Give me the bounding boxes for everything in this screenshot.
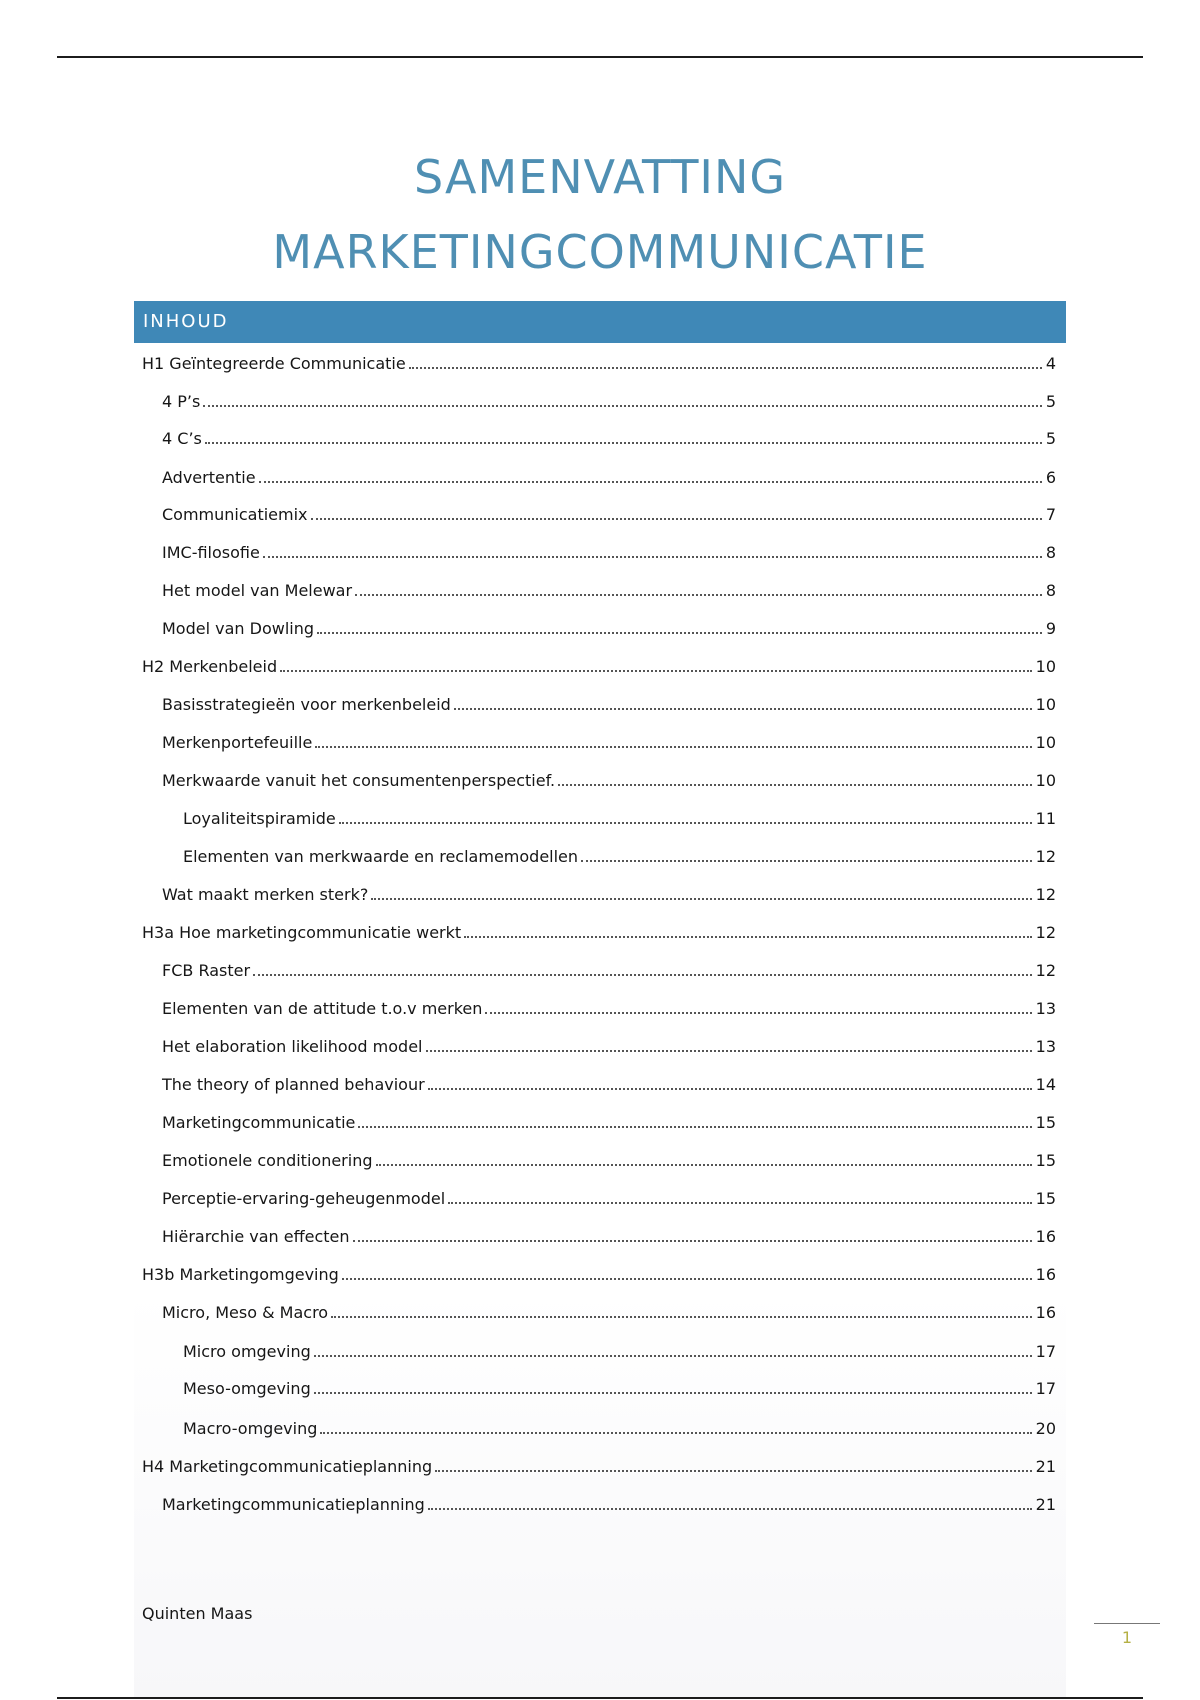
toc-entry-title: H4 Marketingcommunicatieplanning: [142, 1457, 433, 1476]
toc-entry-page: 16: [1035, 1303, 1056, 1322]
toc-entry-title: Merkwaarde vanuit het consumentenperspectief.: [162, 771, 556, 790]
toc-entry-page: 4: [1045, 354, 1056, 373]
document-title-line-2: MARKETINGCOMMUNICATIE: [272, 225, 928, 279]
toc-entry-title: The theory of planned behaviour: [162, 1075, 425, 1094]
toc-heading: INHOUD: [134, 301, 1066, 343]
toc-entry[interactable]: [162, 1035, 1056, 1059]
toc-entry[interactable]: [162, 1493, 1056, 1517]
toc-entry-title: Het elaboration likelihood model: [162, 1037, 423, 1056]
toc-entry-title: Marketingcommunicatie: [162, 1113, 356, 1132]
footer-author: Quinten Maas: [142, 1604, 253, 1623]
toc-entry-page: 16: [1035, 1227, 1056, 1246]
toc-entry-page: 15: [1035, 1189, 1056, 1208]
toc-entry-page: 15: [1035, 1113, 1056, 1132]
toc-entry-title: Wat maakt merken sterk?: [162, 885, 369, 904]
toc-entry-page: 10: [1035, 695, 1056, 714]
toc-dot-leader: [263, 556, 1042, 558]
toc-entry[interactable]: [162, 617, 1056, 641]
toc-entry-page: 6: [1045, 468, 1056, 487]
toc-entry-page: 16: [1035, 1265, 1056, 1284]
toc-entry[interactable]: [162, 1301, 1056, 1325]
page-number-rule: [1094, 1623, 1160, 1624]
toc-dot-leader: [280, 670, 1032, 672]
toc-entry[interactable]: [162, 579, 1056, 603]
toc-entry[interactable]: [162, 503, 1056, 527]
toc-entry-title: Hiërarchie van effecten: [162, 1227, 350, 1246]
toc-entry-page: 12: [1035, 961, 1056, 980]
toc-dot-leader: [311, 518, 1042, 520]
toc-dot-leader: [320, 1432, 1031, 1434]
toc-entry-title: Basisstrategieën voor merkenbeleid: [162, 695, 451, 714]
toc-entry[interactable]: [162, 1073, 1056, 1097]
document-title-line-1: SAMENVATTING: [413, 150, 787, 204]
toc-dot-leader: [454, 708, 1032, 710]
toc-entry[interactable]: [162, 1149, 1056, 1173]
toc-dot-leader: [358, 1126, 1031, 1128]
toc-dot-leader: [376, 1164, 1032, 1166]
toc-entry-page: 17: [1035, 1342, 1056, 1361]
toc-entry-title: H3b Marketingomgeving: [142, 1265, 339, 1284]
toc-entry[interactable]: [183, 1417, 1056, 1441]
toc-dot-leader: [485, 1012, 1031, 1014]
toc-entry-title: Micro omgeving: [183, 1342, 311, 1361]
toc-entry[interactable]: [183, 1377, 1056, 1401]
toc-entry-title: Loyaliteitspiramide: [183, 809, 336, 828]
toc-entry-title: Het model van Melewar: [162, 581, 353, 600]
toc-entry[interactable]: [162, 997, 1056, 1021]
toc-dot-leader: [371, 898, 1031, 900]
toc-dot-leader: [353, 1240, 1032, 1242]
toc-entry-page: 20: [1035, 1419, 1056, 1438]
toc-dot-leader: [464, 936, 1031, 938]
toc-entry[interactable]: [162, 883, 1056, 907]
toc-dot-leader: [448, 1202, 1031, 1204]
toc-entry[interactable]: [162, 466, 1056, 490]
toc-entry-title: Perceptie-ervaring-geheugenmodel: [162, 1189, 446, 1208]
toc-entry-title: 4 P’s: [162, 392, 201, 411]
toc-entry-page: 12: [1035, 885, 1056, 904]
toc-dot-leader: [342, 1278, 1032, 1280]
toc-entry-page: 9: [1045, 619, 1056, 638]
toc-entry-page: 7: [1045, 505, 1056, 524]
toc-entry-page: 21: [1035, 1495, 1056, 1514]
toc-entry-page: 21: [1035, 1457, 1056, 1476]
toc-entry[interactable]: [162, 1187, 1056, 1211]
toc-entry-title: Model van Dowling: [162, 619, 315, 638]
toc-entry[interactable]: [162, 1111, 1056, 1135]
toc-entry[interactable]: [162, 959, 1056, 983]
toc-entry[interactable]: [162, 1225, 1056, 1249]
toc-dot-leader: [428, 1508, 1032, 1510]
toc-entry[interactable]: [162, 390, 1056, 414]
toc-entry[interactable]: [162, 769, 1056, 793]
toc-entry[interactable]: [142, 921, 1056, 945]
toc-entry[interactable]: [142, 1455, 1056, 1479]
footer-rule: [57, 1697, 1143, 1699]
toc-entry[interactable]: [142, 1263, 1056, 1287]
toc-entry-page: 5: [1045, 392, 1056, 411]
toc-entry[interactable]: [142, 655, 1056, 679]
toc-dot-leader: [314, 1392, 1032, 1394]
toc-entry-title: 4 C’s: [162, 429, 202, 448]
toc-entry-title: Elementen van de attitude t.o.v merken: [162, 999, 483, 1018]
toc-entry-page: 11: [1035, 809, 1056, 828]
toc-entry-page: 8: [1045, 581, 1056, 600]
toc-dot-leader: [435, 1470, 1032, 1472]
toc-entry-title: IMC-filosofie: [162, 543, 260, 562]
toc-entry-page: 5: [1045, 429, 1056, 448]
toc-entry[interactable]: [183, 845, 1056, 869]
toc-dot-leader: [581, 860, 1032, 862]
toc-entry-title: H2 Merkenbeleid: [142, 657, 278, 676]
toc-dot-leader: [317, 632, 1042, 634]
toc-entry[interactable]: [142, 352, 1056, 376]
toc-entry-page: 12: [1035, 923, 1056, 942]
toc-entry-title: Elementen van merkwaarde en reclamemodellen: [183, 847, 579, 866]
toc-dot-leader: [259, 481, 1042, 483]
toc-entry-page: 10: [1035, 657, 1056, 676]
toc-dot-leader: [314, 1355, 1032, 1357]
toc-entry-page: 17: [1035, 1379, 1056, 1398]
header-rule: [57, 56, 1143, 58]
toc-dot-leader: [409, 367, 1042, 369]
toc-entry-title: Merkenportefeuille: [162, 733, 313, 752]
toc-entry[interactable]: [162, 427, 1056, 451]
toc-entry-title: Communicatiemix: [162, 505, 308, 524]
toc-entry-title: Advertentie: [162, 468, 256, 487]
toc-dot-leader: [426, 1050, 1032, 1052]
toc-entry-page: 8: [1045, 543, 1056, 562]
toc-dot-leader: [253, 974, 1032, 976]
toc-entry-title: Meso-omgeving: [183, 1379, 311, 1398]
toc-dot-leader: [331, 1316, 1032, 1318]
toc-entry-title: Micro, Meso & Macro: [162, 1303, 329, 1322]
toc-entry-page: 14: [1035, 1075, 1056, 1094]
toc-dot-leader: [203, 405, 1041, 407]
toc-entry[interactable]: [162, 693, 1056, 717]
toc-entry-title: Marketingcommunicatieplanning: [162, 1495, 425, 1514]
toc-entry-title: H3a Hoe marketingcommunicatie werkt: [142, 923, 462, 942]
toc-entry-page: 13: [1035, 999, 1056, 1018]
toc-entry[interactable]: [183, 807, 1056, 831]
toc-dot-leader: [558, 784, 1032, 786]
toc-entry-page: 10: [1035, 733, 1056, 752]
toc-dot-leader: [315, 746, 1031, 748]
toc-entry[interactable]: [183, 1340, 1056, 1364]
toc-entry-title: Emotionele conditionering: [162, 1151, 373, 1170]
toc-dot-leader: [428, 1088, 1032, 1090]
page-number: 1: [1121, 1628, 1133, 1647]
toc-entry-page: 15: [1035, 1151, 1056, 1170]
toc-dot-leader: [355, 594, 1042, 596]
toc-entry-title: Macro-omgeving: [183, 1419, 318, 1438]
toc-entry-page: 10: [1035, 771, 1056, 790]
toc-entry-page: 12: [1035, 847, 1056, 866]
toc-dot-leader: [205, 442, 1042, 444]
toc-entry-page: 13: [1035, 1037, 1056, 1056]
toc-entry[interactable]: [162, 541, 1056, 565]
toc-entry-title: H1 Geïntegreerde Communicatie: [142, 354, 406, 373]
toc-entry-title: FCB Raster: [162, 961, 251, 980]
toc-dot-leader: [339, 822, 1032, 824]
toc-entry[interactable]: [162, 731, 1056, 755]
